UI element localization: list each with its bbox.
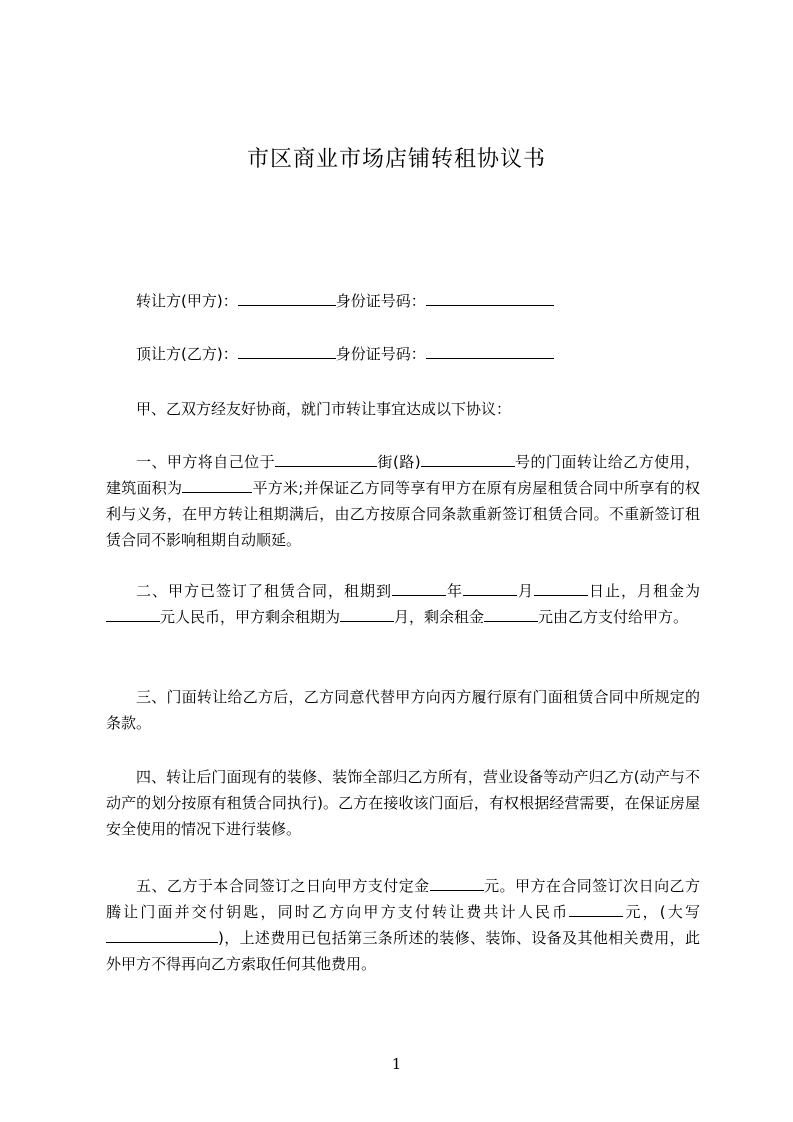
lease-month-blank	[463, 581, 517, 596]
clause-5-text-1: 五、乙方于本合同签订之日向甲方支付定金	[136, 877, 430, 895]
remaining-rent-blank	[484, 607, 538, 622]
lease-year-blank	[392, 581, 446, 596]
lease-day-blank	[534, 581, 588, 596]
party-b-label: 顶让方(乙方)：	[136, 345, 238, 363]
clause-5-text-4: )，上述费用已包括第三条所述的装修、装饰、设备及其他相关费用，此外甲方不得再向乙方索取任何其他费用。	[106, 929, 700, 973]
intro-paragraph: 甲、乙双方经友好协商，就门市转让事宜达成以下协议：	[136, 400, 512, 418]
clause-4-paragraph: 四、转让后门面现有的装修、装饰全部归乙方所有，营业设备等动产归乙方(动产与不动产的划分按原有租赁合同执行)。乙方在接收该门面后，有权根据经营需要，在保证房屋安全使用的情况下进行装修。	[106, 768, 700, 838]
clause-1-text-2: 街(路)	[377, 453, 421, 471]
party-a-name-blank	[238, 291, 336, 306]
remaining-term-blank	[340, 607, 394, 622]
party-a-label: 转让方(甲方)：	[136, 292, 238, 310]
party-b-name-blank	[238, 344, 336, 359]
monthly-rent-blank	[106, 607, 160, 622]
page-number: 1	[391, 1055, 402, 1073]
party-a-id-blank	[426, 291, 554, 306]
clause-2-text-4: 日止，月租金为	[587, 582, 700, 600]
document-title: 市区商业市场店铺转租协议书	[246, 147, 546, 172]
street-blank	[275, 452, 377, 467]
clause-1-text-3: 号的门面转让给乙方使用，建筑面积为	[106, 453, 700, 497]
clause-1-text-1: 一、甲方将自己位于	[136, 453, 276, 471]
clause-5-text-3: 元，(大写	[623, 903, 700, 921]
clause-2-text-5: 元人民币，甲方剩余租期为	[160, 608, 341, 626]
clause-2-text-3: 月	[516, 582, 534, 600]
clause-5-paragraph	[106, 873, 700, 977]
transfer-fee-blank	[569, 902, 623, 917]
party-a-id-label: 身份证号码：	[335, 292, 426, 310]
clause-2-text-2: 年	[445, 582, 463, 600]
clause-1-paragraph	[106, 449, 700, 553]
clause-2-text-7: 元由乙方支付给甲方。	[538, 608, 689, 626]
clause-2-paragraph	[106, 578, 700, 630]
clause-1-text-4: 平方米;并保证乙方同等享有甲方在原有房屋租赁合同中所享有的权利与义务，在甲方转让租期满后，由乙方按原合同条款重新签订租赁合同。不重新签订租赁合同不影响租期自动顺延。	[106, 479, 700, 549]
clause-5-text-2: 元。甲方在合同签订次日向乙方腾让门面并交付钥匙，同时乙方向甲方支付转让费共计人民币	[106, 877, 700, 921]
party-a-line	[136, 291, 554, 311]
clause-2-text-6: 月，剩余租金	[394, 608, 485, 626]
transfer-fee-uppercase-blank	[106, 928, 218, 943]
number-blank	[421, 452, 515, 467]
area-blank	[182, 478, 252, 493]
party-b-line	[136, 344, 554, 364]
clause-3-paragraph: 三、门面转让给乙方后，乙方同意代替甲方向丙方履行原有门面租赁合同中所规定的条款。	[106, 688, 700, 732]
clause-2-text-1: 二、甲方已签订了租赁合同，租期到	[136, 582, 392, 600]
party-b-id-blank	[426, 344, 554, 359]
party-b-id-label: 身份证号码：	[335, 345, 426, 363]
deposit-blank	[430, 876, 484, 891]
